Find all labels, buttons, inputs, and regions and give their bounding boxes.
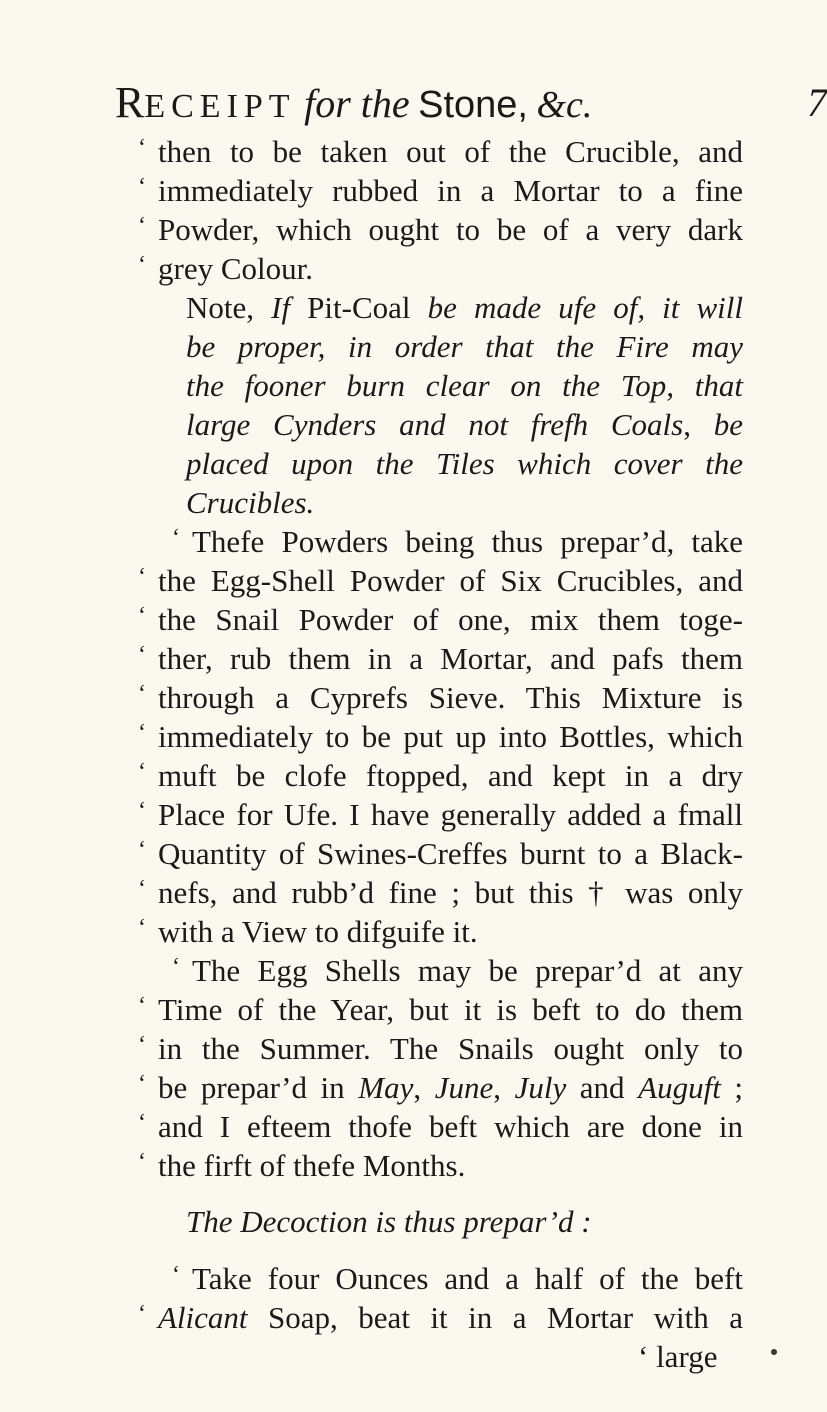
- section-heading: [186, 1202, 592, 1242]
- quote-mark: ‘: [138, 915, 146, 941]
- quote-mark: ‘: [138, 135, 146, 161]
- month-june: June: [434, 1070, 494, 1105]
- text-line: [138, 210, 743, 250]
- quote-mark: ‘: [138, 642, 146, 668]
- quote-mark: ‘: [138, 174, 146, 200]
- note-line: [186, 483, 314, 523]
- text-line: [138, 600, 743, 640]
- punct: ,: [413, 1070, 435, 1105]
- running-title-italic: for the: [304, 81, 410, 126]
- running-title-smallcaps: ECEIPT: [144, 88, 296, 125]
- catchword: [638, 1337, 717, 1377]
- note-italic: If: [271, 290, 308, 325]
- note-line: [186, 405, 743, 445]
- note-label: Note,: [186, 290, 272, 325]
- running-title-etc: &c.: [536, 84, 593, 126]
- quote-mark: ‘: [138, 1071, 146, 1097]
- note-line: [186, 444, 743, 484]
- punct: ,: [493, 1070, 515, 1105]
- heading-text: The Decoction is thus prepar’d :: [186, 1204, 592, 1239]
- line-text: Soap, beat it in a Mortar with a: [247, 1300, 743, 1335]
- text-line: [138, 873, 743, 913]
- running-header: [115, 78, 827, 128]
- quote-mark: ‘: [138, 681, 146, 707]
- line-text: ther, rub them in a Mortar, and pafs them: [158, 641, 743, 676]
- text-line: [138, 1107, 743, 1147]
- line-text: immediately rubbed in a Mortar to a fine: [158, 173, 743, 208]
- line-text: grey Colour.: [158, 251, 313, 286]
- note-italic: placed upon the Tiles which cover the: [186, 446, 743, 481]
- note-italic: large Cynders and not frefh Coals: [186, 407, 684, 442]
- text-line: [138, 132, 743, 172]
- punct: ;: [720, 1070, 744, 1105]
- line-text: Time of the Year, but it is beft to do them: [158, 992, 743, 1027]
- text-line: [138, 1068, 743, 1108]
- month-august: Auguft: [638, 1070, 721, 1105]
- note-italic: be: [713, 407, 743, 442]
- quote-mark: ‘: [138, 1149, 146, 1175]
- ink-speck: [771, 1349, 777, 1355]
- quote-mark: ‘: [138, 1301, 146, 1327]
- text-line: [138, 990, 743, 1030]
- note-italic: be proper, in order that the Fire may: [186, 329, 743, 364]
- quote-mark: ‘: [172, 1262, 180, 1288]
- line-text: immediately to be put up into Bottles, which: [158, 719, 743, 754]
- line-text: the Egg-Shell Powder of Six Crucibles, and: [158, 563, 743, 598]
- text-line: [138, 249, 313, 289]
- quote-mark: ‘: [138, 759, 146, 785]
- quote-mark: ‘: [138, 993, 146, 1019]
- running-title-word: Stone,: [418, 84, 528, 126]
- text-line: [138, 756, 743, 796]
- line-text: be prepar’d in: [158, 1070, 359, 1105]
- month-may: May: [358, 1070, 414, 1105]
- text-line: [138, 834, 743, 874]
- quote-mark: ‘: [138, 213, 146, 239]
- line-text: Thefe Powders being thus prepar’d, take: [192, 524, 743, 559]
- text-line: [138, 717, 743, 757]
- catchword-text: ‘ large: [638, 1339, 718, 1374]
- conjunction: and: [566, 1070, 639, 1105]
- line-text: then to be taken out of the Crucible, and: [158, 134, 743, 169]
- line-text: with a View to difguife it.: [158, 914, 478, 949]
- quote-mark: ‘: [138, 252, 146, 278]
- quote-mark: ‘: [138, 1110, 146, 1136]
- quote-mark: ‘: [138, 720, 146, 746]
- line-text: Powder, which ought to be of a very dark: [158, 212, 743, 247]
- note-italic: Crucibles.: [186, 485, 315, 520]
- text-line: [138, 795, 743, 835]
- line-text: nefs, and rubb’d fine ; but this † was only: [158, 875, 743, 910]
- place-alicant: Alicant: [158, 1300, 248, 1335]
- quote-mark: ‘: [172, 954, 180, 980]
- quote-mark: ‘: [138, 1032, 146, 1058]
- text-line: [138, 639, 743, 679]
- note-italic: be made ufe of, it will: [427, 290, 744, 325]
- text-line: [138, 1146, 465, 1186]
- quote-mark: ‘: [172, 525, 180, 551]
- line-text: Quantity of Swines-Creffes burnt to a Black-: [158, 836, 743, 871]
- note-roman: ,: [683, 407, 714, 442]
- line-text: the Snail Powder of one, mix them toge-: [158, 602, 743, 637]
- line-text: Place for Ufe. I have generally added a fmall: [158, 797, 743, 832]
- line-text: muft be clofe ftopped, and kept in a dry: [158, 758, 743, 793]
- line-text: Take four Ounces and a half of the beft: [192, 1261, 743, 1296]
- text-line: [138, 561, 743, 601]
- text-line: [138, 1298, 743, 1338]
- text-line: [138, 1029, 743, 1069]
- page-number: 7: [807, 80, 827, 125]
- line-text: the firft of thefe Months.: [158, 1148, 466, 1183]
- month-july: July: [514, 1070, 567, 1105]
- note-roman: Pit-Coal: [307, 290, 428, 325]
- note-line: [186, 327, 743, 367]
- quote-mark: ‘: [138, 798, 146, 824]
- text-line: [172, 1259, 743, 1299]
- note-line: [186, 288, 743, 328]
- text-line: [138, 171, 743, 211]
- quote-mark: ‘: [138, 603, 146, 629]
- text-line: [138, 678, 743, 718]
- line-text: and I efteem thofe beft which are done in: [158, 1109, 743, 1144]
- quote-mark: ‘: [138, 564, 146, 590]
- note-italic: the fooner burn clear on the Top, that: [186, 368, 743, 403]
- text-line: [172, 951, 743, 991]
- quote-mark: ‘: [138, 837, 146, 863]
- running-title-initial: R: [115, 78, 145, 127]
- note-line: [186, 366, 743, 406]
- line-text: in the Summer. The Snails ought only to: [158, 1031, 743, 1066]
- text-line: [172, 522, 743, 562]
- line-text: through a Cyprefs Sieve. This Mixture is: [158, 680, 743, 715]
- quote-mark: ‘: [138, 876, 146, 902]
- text-line: [138, 912, 478, 952]
- line-text: The Egg Shells may be prepar’d at any: [192, 953, 743, 988]
